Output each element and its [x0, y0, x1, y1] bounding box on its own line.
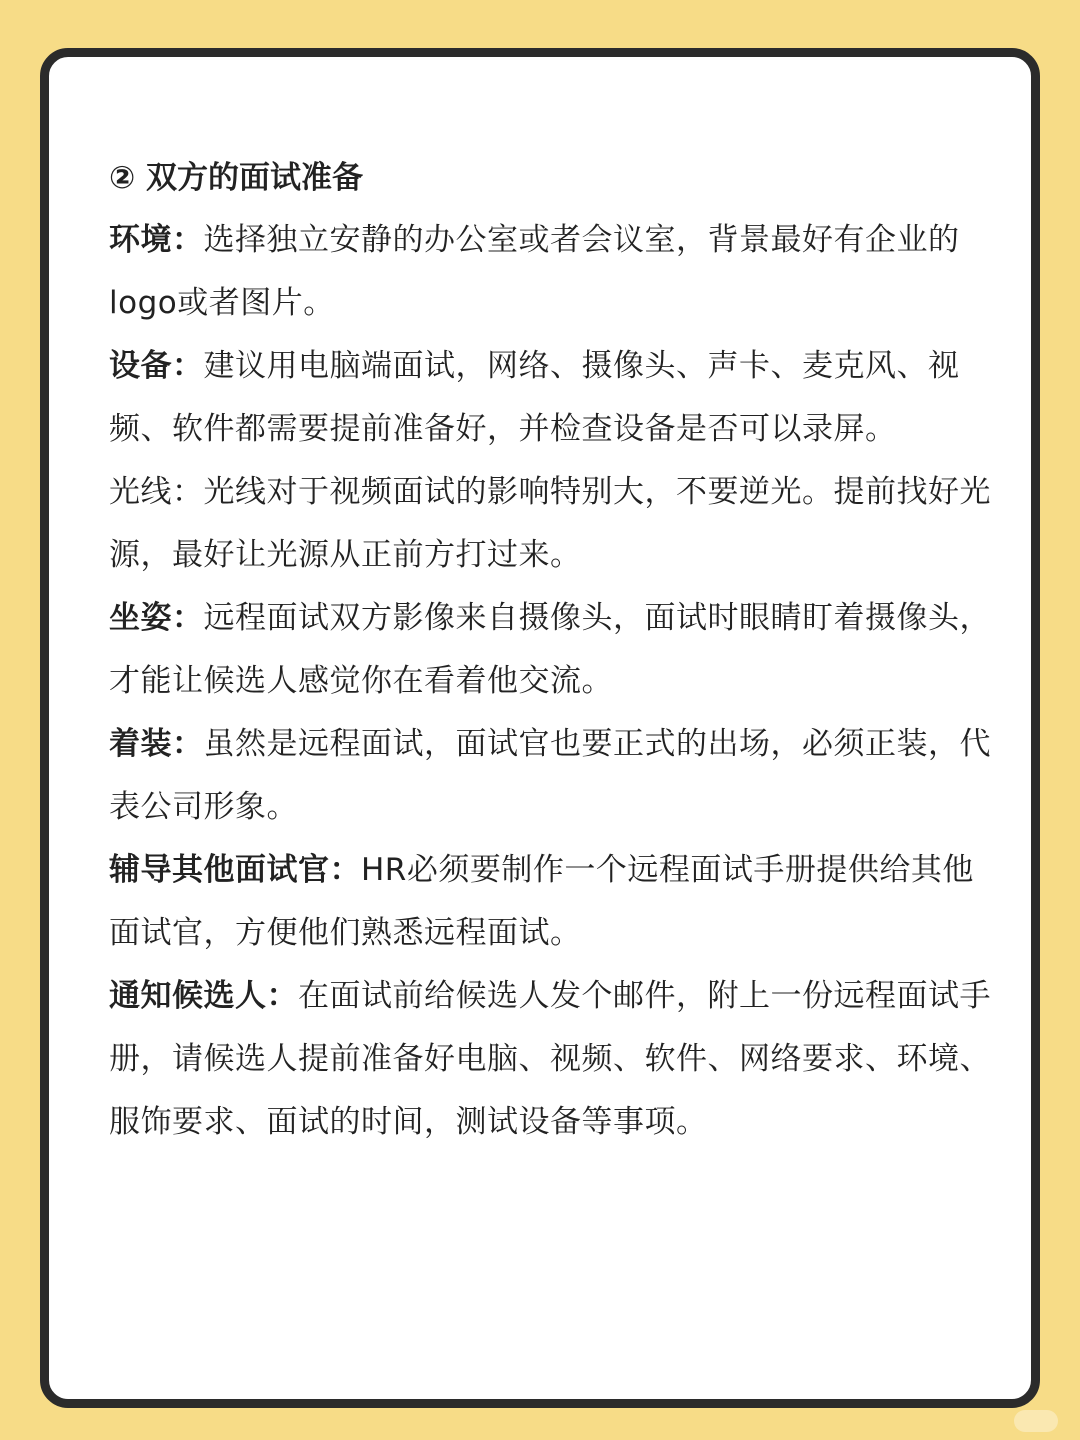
paragraph-posture: [109, 587, 999, 713]
paragraph-lighting: [109, 461, 999, 587]
label-posture: 坐姿：: [109, 600, 204, 636]
label-equipment: 设备：: [109, 348, 204, 384]
text-equipment: 建议用电脑端面试，网络、摄像头、声卡、麦克风、视频、软件都需要提前准备好，并检查设备是否可以录屏。: [109, 348, 960, 447]
label-notify-candidates: 通知候选人：: [109, 978, 298, 1014]
text-notify-candidates: 在面试前给候选人发个邮件，附上一份远程面试手册，请候选人提前准备好电脑、视频、软件、网络要求、环境、服饰要求、面试的时间，测试设备等事项。: [109, 978, 991, 1140]
text-environment: 选择独立安静的办公室或者会议室，背景最好有企业的logo或者图片。: [109, 222, 960, 321]
label-coach-interviewers: 辅导其他面试官：: [109, 852, 361, 888]
content-card: [40, 48, 1040, 1408]
paragraph-notify-candidates: [109, 965, 999, 1154]
paragraph-environment: [109, 209, 999, 335]
paragraph-equipment: [109, 335, 999, 461]
section-title: ② 双方的面试准备: [109, 160, 364, 196]
text-attire: 虽然是远程面试，面试官也要正式的出场，必须正装，代表公司形象。: [109, 726, 991, 825]
paragraph-coach-interviewers: [109, 839, 999, 965]
label-environment: 环境：: [109, 222, 204, 258]
label-lighting: 光线：: [109, 474, 204, 510]
text-posture: 远程面试双方影像来自摄像头，面试时眼睛盯着摄像头，才能让候选人感觉你在看着他交流。: [109, 600, 991, 699]
paragraph-attire: [109, 713, 999, 839]
label-attire: 着装：: [109, 726, 204, 762]
article-body: [109, 147, 999, 1154]
watermark-badge: [1014, 1410, 1058, 1432]
text-coach-interviewers: HR必须要制作一个远程面试手册提供给其他面试官，方便他们熟悉远程面试。: [109, 852, 974, 951]
text-lighting: 光线对于视频面试的影响特别大，不要逆光。提前找好光源，最好让光源从正前方打过来。: [109, 474, 991, 573]
